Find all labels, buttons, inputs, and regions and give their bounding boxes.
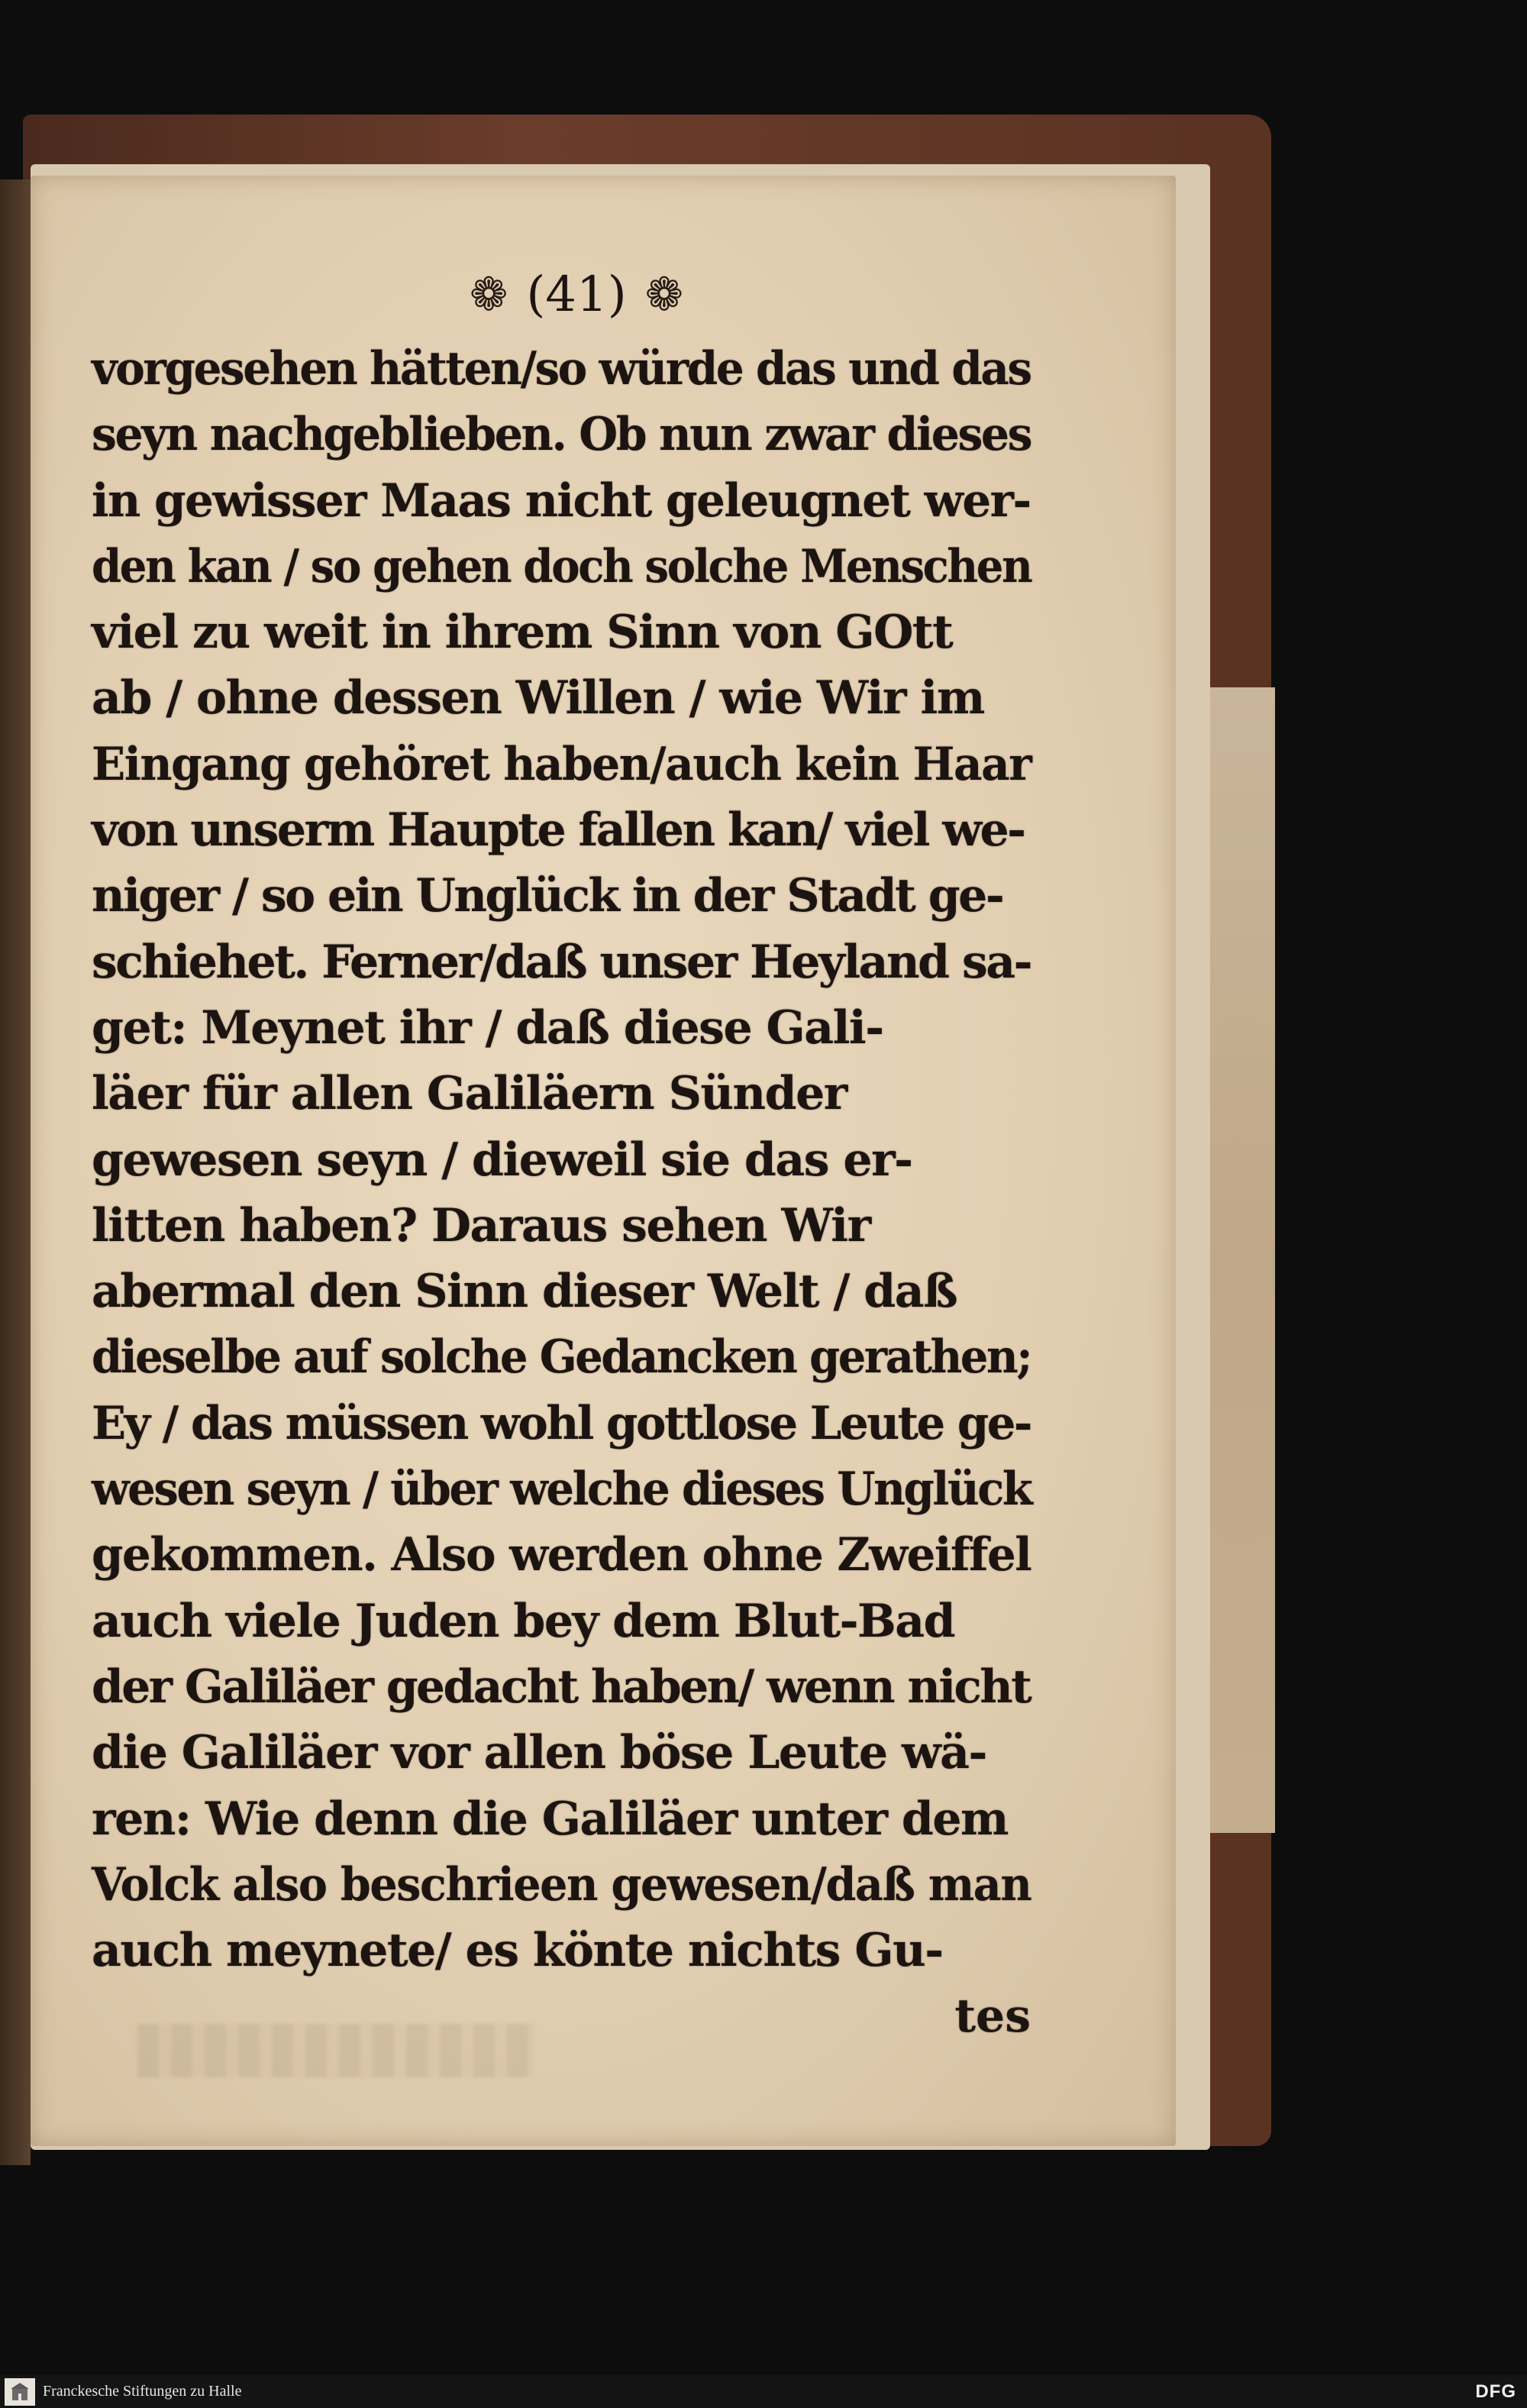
text-line: dieselbe auf solche Gedancken gerathen;	[92, 1330, 1031, 1385]
text-line: Ey / das müssen wohl gottlose Leute ge-	[92, 1396, 1031, 1450]
flower-ornament-icon: ❁	[470, 268, 508, 322]
page-number: (41)	[526, 267, 627, 323]
book-page	[31, 176, 1176, 2146]
text-line: gewesen seyn / dieweil sie das er-	[92, 1133, 912, 1187]
text-line: Eingang gehöret haben/auch kein Haar	[92, 737, 1031, 791]
institution-name: Franckesche Stiftungen zu Halle	[43, 2383, 242, 2400]
catchword: tes	[954, 1989, 1031, 2044]
text-line: viel zu weit in ihrem Sinn von GOtt	[92, 606, 953, 660]
previous-leaf-edge	[0, 179, 31, 2165]
text-line: von unserm Haupte fallen kan/ viel we-	[92, 803, 1025, 858]
text-line: schiehet. Ferner/daß unser Heyland sa-	[92, 935, 1031, 989]
text-line: abermal den Sinn dieser Welt / daß	[92, 1265, 957, 1319]
page-header	[122, 260, 1031, 330]
text-line: den kan / so gehen doch solche Menschen	[92, 539, 1031, 593]
text-line: die Galiläer vor allen böse Leute wä-	[92, 1726, 986, 1780]
text-line: der Galiläer gedacht haben/ wenn nicht	[92, 1660, 1031, 1714]
text-line: auch meynete/ es könte nichts Gu-	[92, 1924, 943, 1978]
text-line: auch viele Juden bey dem Blut-Bad	[92, 1594, 955, 1648]
footer-institution	[0, 2378, 241, 2406]
viewer-footer	[0, 2375, 1527, 2408]
text-line: Volck also beschrieen gewesen/daß man	[92, 1857, 1031, 1912]
text-line: ren: Wie denn die Galiläer unter dem	[92, 1792, 1008, 1846]
text-line: in gewisser Maas nicht geleugnet wer-	[92, 474, 1031, 528]
text-line: wesen seyn / über welche dieses Unglück	[92, 1463, 1031, 1517]
text-line: litten haben? Daraus sehen Wir	[92, 1198, 870, 1252]
dfg-logo: DFG	[1475, 2381, 1516, 2402]
body-text	[92, 336, 1031, 1983]
text-line: vorgesehen hätten/so würde das und das	[92, 342, 1031, 396]
text-block	[92, 260, 1031, 2049]
text-line: seyn nachgeblieben. Ob nun zwar dieses	[92, 408, 1031, 462]
text-line: gekommen. Also werden ohne Zweiffel	[92, 1528, 1031, 1582]
text-line: get: Meynet ihr / daß diese Gali-	[92, 1000, 883, 1055]
text-line: läer für allen Galiläern Sünder	[92, 1067, 847, 1121]
text-line: ab / ohne dessen Willen / wie Wir im	[92, 671, 984, 726]
institution-logo-icon	[5, 2378, 35, 2406]
flower-ornament-icon: ❁	[644, 268, 683, 322]
text-line: niger / so ein Unglück in der Stadt ge-	[92, 869, 1003, 923]
